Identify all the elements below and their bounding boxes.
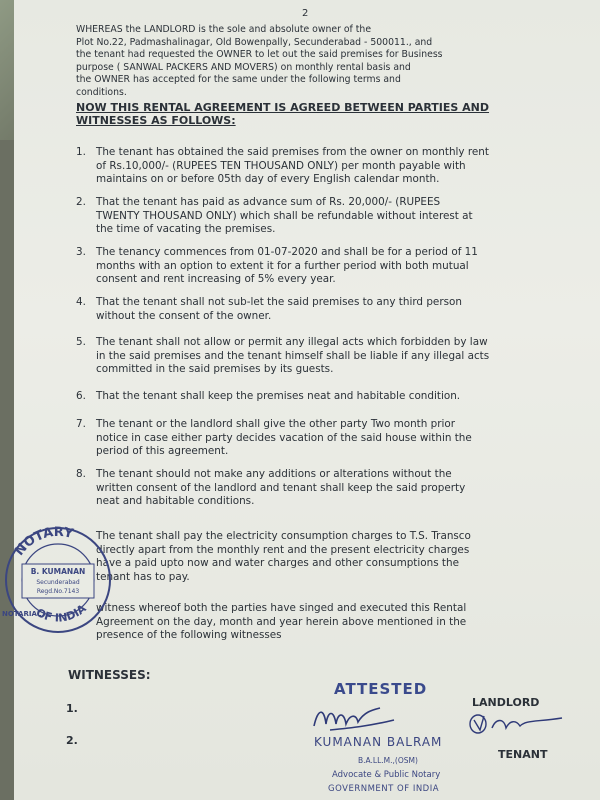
clause-line: TWENTY THOUSAND ONLY) which shall be refundable without interest at [96, 209, 473, 222]
attested-stamp: ATTESTED [334, 680, 428, 698]
clause-number: 6. [76, 390, 86, 402]
seal-ring-text: NOTARY [12, 524, 75, 559]
clause-line: The tenant has obtained the said premises from the owner on monthly rent [96, 146, 489, 158]
notary-qualification: B.A.LL.M.,(OSM) [358, 756, 418, 765]
clause-number: 1. [76, 146, 86, 158]
clause-line: The tenant shall not allow or permit any illegal acts which forbidden by law [96, 336, 488, 348]
clause-number: 5. [76, 336, 86, 348]
preamble-line: WHEREAS the LANDLORD is the sole and absolute owner of the [76, 24, 372, 35]
notary-government: GOVERNMENT OF INDIA [328, 784, 440, 794]
preamble-line: the OWNER has accepted for the same under the following terms and [76, 74, 401, 85]
landlord-label: LANDLORD [472, 696, 540, 709]
clause-line: the time of vacating the premises. [96, 223, 276, 235]
preamble-line: conditions. [76, 86, 127, 98]
notary-seal [0, 520, 112, 638]
clause-line: directly apart from the monthly rent and the present electricity charges [96, 543, 470, 556]
preamble-paragraph [76, 24, 532, 99]
clause-line: months with an option to extent it for a further period with both mutual [96, 259, 469, 272]
clause-line: witness whereof both the parties have singed and executed this Rental [96, 602, 467, 614]
clause-number: 2. [76, 196, 86, 208]
seal-center-line2: Secunderabad [36, 579, 80, 586]
page-number: 2 [302, 8, 309, 19]
clause-line: The tenant should not make any additions or alterations without the [96, 468, 452, 480]
clause-line: written consent of the landlord and tenant shall keep the said property [96, 481, 466, 494]
clause-number: 3. [76, 246, 86, 258]
clause-number: 7. [76, 418, 86, 430]
clause-line: tenant has to pay. [96, 570, 190, 583]
clause-line: presence of the following witnesses [96, 629, 282, 641]
witness-number: 1. [66, 702, 78, 715]
notary-name: KUMANAN BALRAM [314, 735, 443, 749]
notary-title: Advocate & Public Notary [332, 770, 441, 780]
clause-line: neat and habitable conditions. [96, 495, 255, 507]
clause-line: period of this agreement. [96, 445, 229, 457]
seal-center-line3: Regd.No.7143 [36, 588, 80, 595]
clause-line: committed in the said premises by its guests. [96, 363, 334, 375]
seal-ring-bottom: OF INDIA [33, 601, 89, 625]
clause-line: in the said premises and the tenant himself shall be liable if any illegal acts [96, 349, 490, 362]
clause-line: Agreement on the day, month and year herein above mentioned in the [96, 615, 467, 628]
heading-line: NOW THIS RENTAL AGREEMENT IS AGREED BETWEEN PARTIES AND [76, 101, 490, 114]
seal-side-label: NOTARIAL [2, 610, 42, 618]
witness-number: 2. [66, 734, 78, 747]
heading-line: WITNESSES AS FOLLOWS: [76, 114, 236, 127]
clause-line: The tenancy commences from 01-07-2020 and shall be for a period of 11 [96, 246, 478, 258]
clause-line: notice in case either party decides vacation of the said house within the [96, 431, 472, 444]
clause-line: maintains on or before 05th day of every English calendar month. [96, 173, 440, 185]
preamble-line: Plot No.22, Padmashalinagar, Old Bowenpally, Secunderabad - 500011., and [76, 36, 433, 48]
clause-number: 8. [76, 468, 86, 480]
clause-line: consent and rent increasing of 5% every year. [96, 273, 336, 285]
notary-signature [310, 700, 400, 736]
witnesses-title: WITNESSES: [68, 668, 151, 682]
clause-line: of Rs.10,000/- (RUPEES TEN THOUSAND ONLY) per month payable with [96, 159, 466, 172]
landlord-signature [466, 710, 566, 744]
clause-line: That the tenant shall keep the premises neat and habitable condition. [96, 390, 461, 402]
seal-center-name: B. KUMANAN [30, 567, 86, 576]
tenant-label: TENANT [498, 748, 548, 761]
document-page [2, 0, 600, 800]
clause-number: 4. [76, 296, 86, 308]
agreement-heading [76, 101, 546, 127]
clause-line: That the tenant has paid as advance sum of Rs. 20,000/- (RUPEES [96, 196, 441, 208]
clause-line: That the tenant shall not sub-let the said premises to any third person [96, 296, 462, 308]
clause-line: have a paid upto now and water charges and other consumptions the [96, 557, 459, 569]
clause-line: The tenant shall pay the electricity consumption charges to T.S. Transco [96, 530, 471, 542]
clause-line: The tenant or the landlord shall give the other party Two month prior [96, 418, 456, 430]
clause-line: without the consent of the owner. [96, 309, 272, 322]
preamble-line: the tenant had requested the OWNER to let out the said premises for Business [76, 49, 443, 60]
preamble-line: purpose ( SANWAL PACKERS AND MOVERS) on monthly rental basis and [76, 61, 411, 73]
